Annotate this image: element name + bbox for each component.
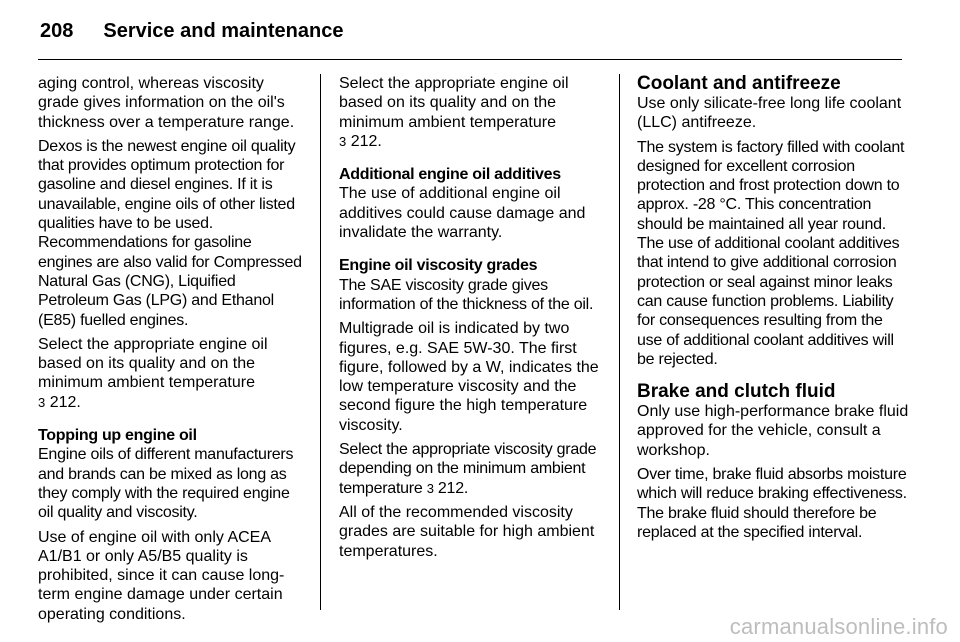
page-ref[interactable]: 212. [350, 132, 382, 150]
paragraph [339, 440, 607, 498]
page-header [40, 20, 343, 46]
paragraph: Engine oils of different manufacturers and brands can be mixed as long as they comply with the required engine oil quality and viscosity. [38, 446, 294, 522]
page-ref-arrow-icon: 3 [38, 394, 46, 410]
paragraph: The SAE viscosity grade gives information of the thickness of the oil. [339, 276, 594, 313]
column-2 [339, 74, 607, 566]
column-divider-1 [320, 74, 321, 610]
paragraph: Only use high-performance brake fluid approved for the vehicle, consult a workshop. [637, 403, 909, 459]
page-number: 208 [40, 20, 74, 42]
paragraph: Dexos is the newest engine oil quality that provides optimum protection for gasoline and diesel engines. If it is unavailable, engine oils of other listed qualities have to be used. Recommendations for gasoline engines are also valid for Compressed Natural Gas (CNG), Liquified Petroleum Gas (LPG) and Ethanol (E85) fuelled engines. [38, 137, 302, 329]
watermark-text: carmanualsonline.info [729, 614, 948, 639]
subheading: Additional engine oil additives [339, 166, 561, 184]
page-ref[interactable]: 212. [437, 479, 469, 497]
paragraph: Multigrade oil is indicated by two figures, e.g. SAE 5W-30. The first figure, followed by a W, indicates the low temperature viscosity and the second figure the high temperature viscosity. [339, 320, 599, 434]
paragraph-text: Select the appropriate viscosity grade depending on the minimum ambient temperature [339, 441, 597, 497]
section-heading: Coolant and antifreeze [637, 73, 841, 94]
page-ref-arrow-icon: 3 [426, 480, 434, 496]
column-3 [637, 74, 909, 547]
paragraph [339, 74, 607, 151]
section-title: Service and maintenance [103, 20, 344, 42]
subheading: Topping up engine oil [38, 427, 197, 445]
paragraph: All of the recommended viscosity grades are suitable for high ambient temperatures. [339, 503, 595, 560]
paragraph-text: Select the appropriate engine oil based on its quality and on the minimum ambient temperature [38, 335, 268, 392]
paragraph: The use of additional engine oil additives could cause damage and invalidate the warranty. [339, 185, 586, 242]
subheading: Engine oil viscosity grades [339, 257, 538, 275]
header-rule [38, 59, 902, 60]
page-ref[interactable]: 212. [49, 393, 81, 411]
paragraph: Use of engine oil with only ACEA A1/B1 or only A5/B5 quality is prohibited, since it can cause long-term engine damage under certain operating conditions. [38, 528, 285, 623]
paragraph: aging control, whereas viscosity grade gives information on the oil's thickness over a temperature range. [38, 75, 295, 131]
paragraph-text: Select the appropriate engine oil based on its quality and on the minimum ambient temperature [339, 75, 569, 131]
column-divider-2 [619, 74, 620, 610]
section-heading: Brake and clutch fluid [637, 381, 836, 403]
paragraph: Over time, brake fluid absorbs moisture which will reduce braking effectiveness. The brake fluid should therefore be replaced at the specified interval. [637, 466, 907, 541]
column-1 [38, 74, 306, 629]
paragraph: Use only silicate-free long life coolant (LLC) antifreeze. [637, 95, 902, 132]
paragraph: The system is factory filled with coolant designed for excellent corrosion protection and frost protection down to approx. -28 °C. This concentration should be maintained all year round. The use of additional coolant additives that intend to give additional corrosion protection or seal against minor leaks can cause function problems. Liability for consequences resulting from the use of additional coolant additives will be rejected. [637, 138, 905, 368]
paragraph [38, 335, 306, 412]
page-ref-arrow-icon: 3 [339, 133, 347, 149]
